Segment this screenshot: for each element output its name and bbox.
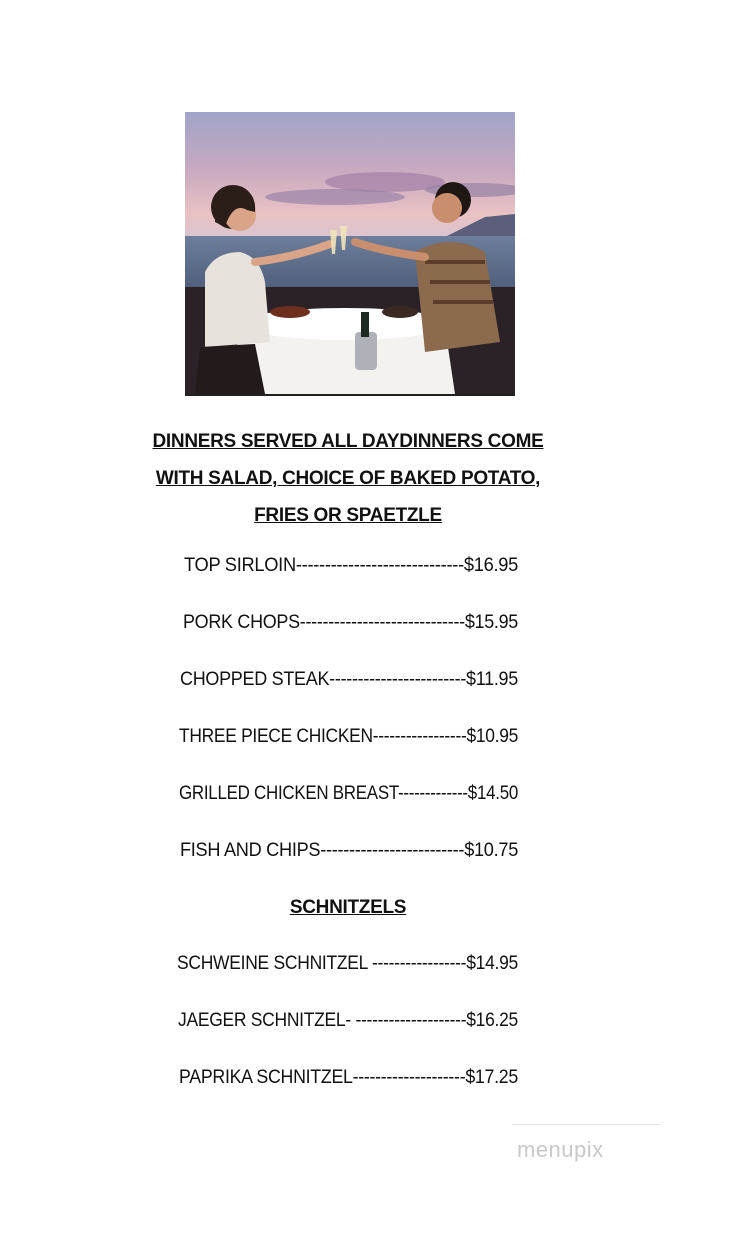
menu-item-paprika-schnitzel: PAPRIKA SCHNITZEL--------------------$17.25 bbox=[179, 1067, 518, 1088]
heading-line-2: WITH SALAD, CHOICE OF BAKED POTATO, bbox=[155, 468, 541, 489]
menu-item-pork-chops: PORK CHOPS-----------------------------$15.95 bbox=[183, 612, 518, 633]
heading-line-3: FRIES OR SPAETZLE bbox=[254, 505, 442, 526]
menu-item-chopped-steak: CHOPPED STEAK------------------------$11.95 bbox=[180, 669, 518, 690]
menu-item-grilled-chicken-breast: GRILLED CHICKEN BREAST-------------$14.50 bbox=[179, 783, 518, 804]
menu-item-top-sirloin: TOP SIRLOIN-----------------------------$16.95 bbox=[184, 555, 518, 576]
menu-item-fish-and-chips: FISH AND CHIPS-------------------------$10.75 bbox=[180, 840, 518, 861]
schnitzels-heading: SCHNITZELS bbox=[289, 897, 407, 918]
couple-dining-photo bbox=[185, 112, 515, 396]
heading-line-1: DINNERS SERVED ALL DAYDINNERS COME bbox=[152, 431, 544, 452]
menu-item-schweine-schnitzel: SCHWEINE SCHNITZEL -----------------$14.95 bbox=[177, 953, 518, 974]
menupix-watermark: menupix bbox=[517, 1137, 604, 1162]
menu-item-three-piece-chicken: THREE PIECE CHICKEN-----------------$10.95 bbox=[179, 726, 518, 747]
menu-item-jaeger-schnitzel: JAEGER SCHNITZEL- --------------------$16.25 bbox=[178, 1010, 518, 1031]
watermark-divider bbox=[512, 1124, 662, 1125]
dinners-heading bbox=[140, 423, 556, 534]
